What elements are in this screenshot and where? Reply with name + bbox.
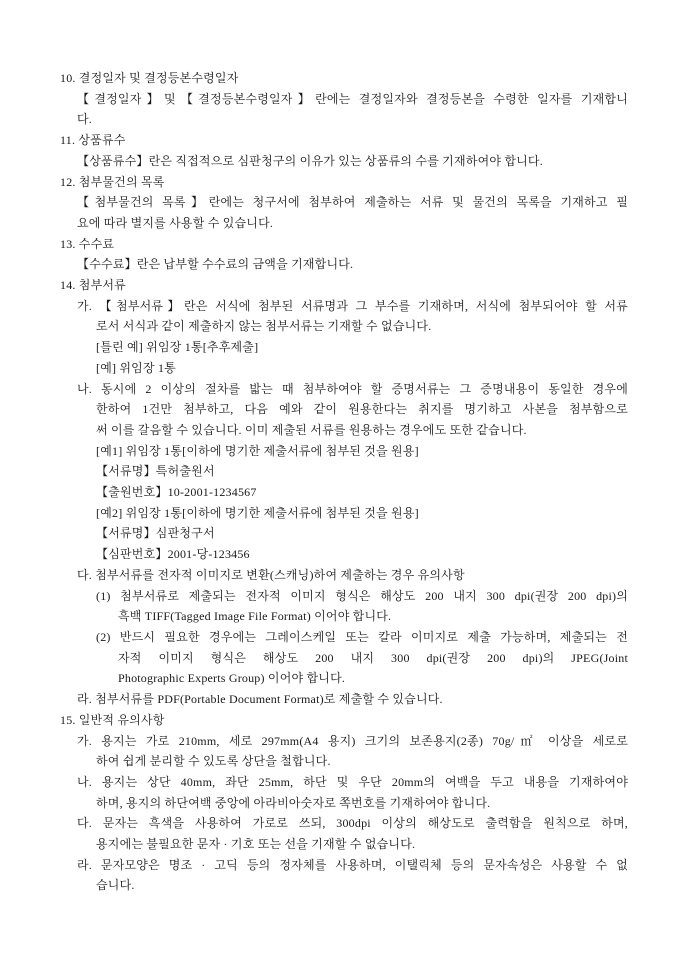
document-line: 나. 용지는 상단 40mm, 좌단 25mm, 하단 및 우단 20mm의 여백을 두고 내용을 기재하여야 [77, 774, 628, 789]
document-line: 15. 일반적 유의사항 [60, 712, 165, 727]
document-body [60, 68, 628, 896]
document-line: 14. 첨부서류 [60, 278, 126, 293]
document-line: 써 이를 갈음할 수 있습니다. 이미 제출된 서류를 원용하는 경우에도 또한 같습니다. [96, 422, 527, 437]
document-line: 나. 동시에 2 이상의 절차를 밟는 때 첨부하여야 할 증명서류는 그 증명내용이 동일한 경우에 [77, 381, 628, 396]
document-line: 【첨부물건의 목록】란에는 청구서에 첨부하여 제출하는 서류 및 물건의 목록을 기재하고 필 [77, 195, 628, 210]
document-line: 로서 서식과 같이 제출하지 않는 첨부서류는 기재할 수 없습니다. [96, 319, 432, 334]
document-line: 자적 이미지 형식은 해상도 200 내지 300 dpi(권장 200 dpi)의 JPEG(Joint [118, 650, 628, 665]
document-line: 【심판번호】2001-당-123456 [96, 547, 250, 562]
document-line: (1) 첨부서류로 제출되는 전자적 이미지 형식은 해상도 200 내지 300 dpi(권장 200 dpi)의 [96, 588, 628, 603]
document-line: 하여 쉽게 분리할 수 있도록 상단을 철합니다. [96, 754, 331, 769]
document-line: 가. 【첨부서류】란은 서식에 첨부된 서류명과 그 부수를 기재하며, 서식에 첨부되어야 할 서류 [77, 298, 628, 313]
document-line: 요에 따라 별지를 사용할 수 있습니다. [77, 215, 274, 230]
document-line: [예2] 위임장 1통[이하에 명기한 제출서류에 첨부된 것을 원용] [96, 505, 419, 520]
document-line: 10. 결정일자 및 결정등본수령일자 [60, 71, 239, 85]
document-line: 【수수료】란은 납부할 수수료의 금액을 기재합니다. [77, 257, 354, 272]
document-line: [틀린 예] 위임장 1통[추후제출] [96, 340, 259, 355]
document-line: 【결정일자】및【결정등본수령일자】란에는 결정일자와 결정등본을 수령한 일자를 기재합니 [77, 91, 628, 106]
document-line: (2) 반드시 필요한 경우에는 그레이스케일 또는 칼라 이미지로 제출 가능하며, 제출되는 전 [96, 629, 628, 644]
document-line: Photographic Experts Group) 이어야 합니다. [118, 671, 346, 686]
document-line: [예1] 위임장 1통[이하에 명기한 제출서류에 첨부된 것을 원용] [96, 443, 419, 458]
document-line: 라. 문자모양은 명조 · 고딕 등의 정자체를 사용하며, 이탤릭체 등의 문자속성은 사용할 수 없 [77, 857, 628, 872]
document-line: 【서류명】특허출원서 [96, 464, 215, 479]
document-line: 【상품류수】란은 직접적으로 심판청구의 이유가 있는 상품류의 수를 기재하여야 합니다. [77, 153, 543, 168]
document-line: 라. 첨부서류를 PDF(Portable Document Format)로 제출할 수 있습니다. [77, 692, 443, 707]
document-line: 【서류명】심판청구서 [96, 526, 215, 541]
document-line: 하며, 용지의 하단여백 중앙에 아라비아숫자로 쪽번호를 기재하여야 합니다. [96, 795, 491, 810]
document-line: 가. 용지는 가로 210mm, 세로 297mm(A4 용지) 크기의 보존용지(2종) 70g/㎡ 이상을 세로로 [77, 733, 628, 748]
document-line: 흑백 TIFF(Tagged Image File Format) 이어야 합니다. [118, 609, 392, 624]
document-line: [예] 위임장 1통 [96, 360, 176, 375]
document-line: 습니다. [96, 878, 135, 893]
document-line: 다. 문자는 흑색을 사용하여 가로로 쓰되, 300dpi 이상의 해상도로 출력함을 원칙으로 하며, [77, 816, 628, 831]
document-line: 12. 첨부물건의 목록 [60, 174, 165, 189]
document-line: 다. [77, 112, 92, 127]
document-line: 11. 상품류수 [60, 133, 126, 148]
document-line: 한하여 1건만 첨부하고, 다음 예와 같이 원용한다는 취지를 명기하고 사본을 첨부함으로 [96, 402, 628, 417]
document-line: 【출원번호】10-2001-1234567 [96, 485, 257, 500]
document-line: 13. 수수료 [60, 236, 115, 251]
document-line: 다. 첨부서류를 전자적 이미지로 변환(스캐닝)하여 제출하는 경우 유의사항 [77, 567, 465, 582]
document-line: 용지에는 불필요한 문자 · 기호 또는 선을 기재할 수 없습니다. [96, 837, 416, 852]
